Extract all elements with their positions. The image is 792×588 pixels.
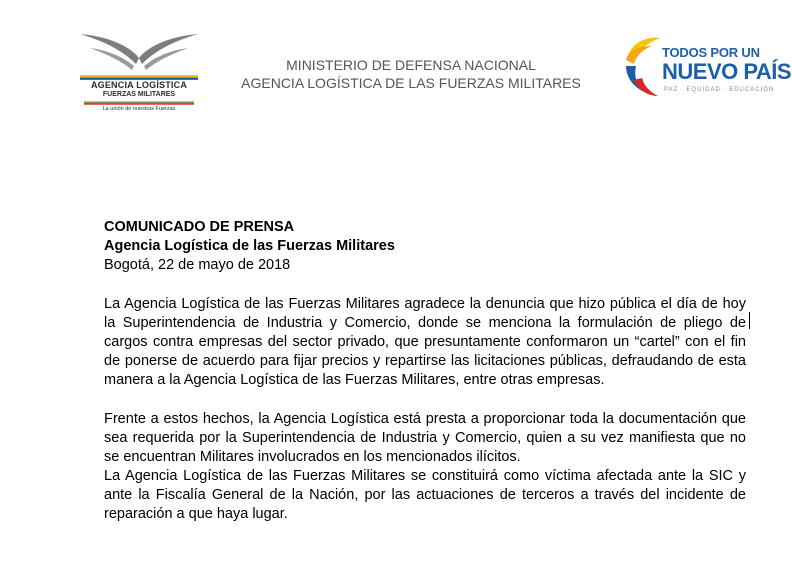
document-subheading: Agencia Logística de las Fuerzas Militares xyxy=(104,238,395,254)
agencia-logistica-logo xyxy=(76,30,202,120)
paragraph-2[interactable]: Frente a estos hechos, la Agencia Logística está presta a proporcionar toda la documentación que sea requerida por la Superintendencia de Industria y Comercio, quien a su vez manifiesta que no se encuentran Militares involucrados en los mencionados ilícitos. xyxy=(104,411,746,465)
document-heading: COMUNICADO DE PRENSA xyxy=(104,219,295,235)
logo-tagline: La unión de nuestras Fuerzas xyxy=(102,106,176,112)
paragraph-1[interactable]: La Agencia Logística de las Fuerzas Militares agradece la denuncia que hizo pública el día de hoy la Superintendencia de Industria y Comercio, donde se menciona la formulación de pliego de cargos contra empresas del sector privado, que presuntamente conformaron un “cartel” con el fin de ponerse de acuerdo para fijar precios y repartirse las licitaciones públicas, defraudando de esta manera a la Agencia Logística de las Fuerzas Militares, entre otras empresas. xyxy=(104,296,746,388)
letterhead-title xyxy=(220,56,602,92)
flag-stripe-icon xyxy=(76,101,202,105)
todos-por-un-nuevo-pais-logo xyxy=(622,36,792,100)
colombia-swoosh-icon xyxy=(622,36,662,98)
logo-slogan-line2: NUEVO PAÍS xyxy=(662,59,792,84)
logo-slogan-line3: PAZ · EQUIDAD · EDUCACIÓN xyxy=(664,87,775,93)
paragraph-3[interactable]: La Agencia Logística de las Fuerzas Militares se constituirá como víctima afectada ante la SIC y ante la Fiscalía General de la Nación, por las actuaciones de terceros a través del incidente de reparación a que haya lugar. xyxy=(104,468,746,522)
agency-title: AGENCIA LOGÍSTICA DE LAS FUERZAS MILITARES xyxy=(241,75,581,91)
logo-slogan-line1: TODOS POR UN xyxy=(662,45,760,60)
logo-agency-name: AGENCIA LOGÍSTICA xyxy=(90,80,188,90)
text-cursor xyxy=(749,312,750,329)
document-dateline: Bogotá, 22 de mayo de 2018 xyxy=(104,257,291,273)
press-release-body xyxy=(104,218,746,524)
logo-agency-sub: FUERZAS MILITARES xyxy=(102,91,176,98)
ministry-title: MINISTERIO DE DEFENSA NACIONAL xyxy=(286,57,536,73)
wings-icon xyxy=(76,30,202,80)
